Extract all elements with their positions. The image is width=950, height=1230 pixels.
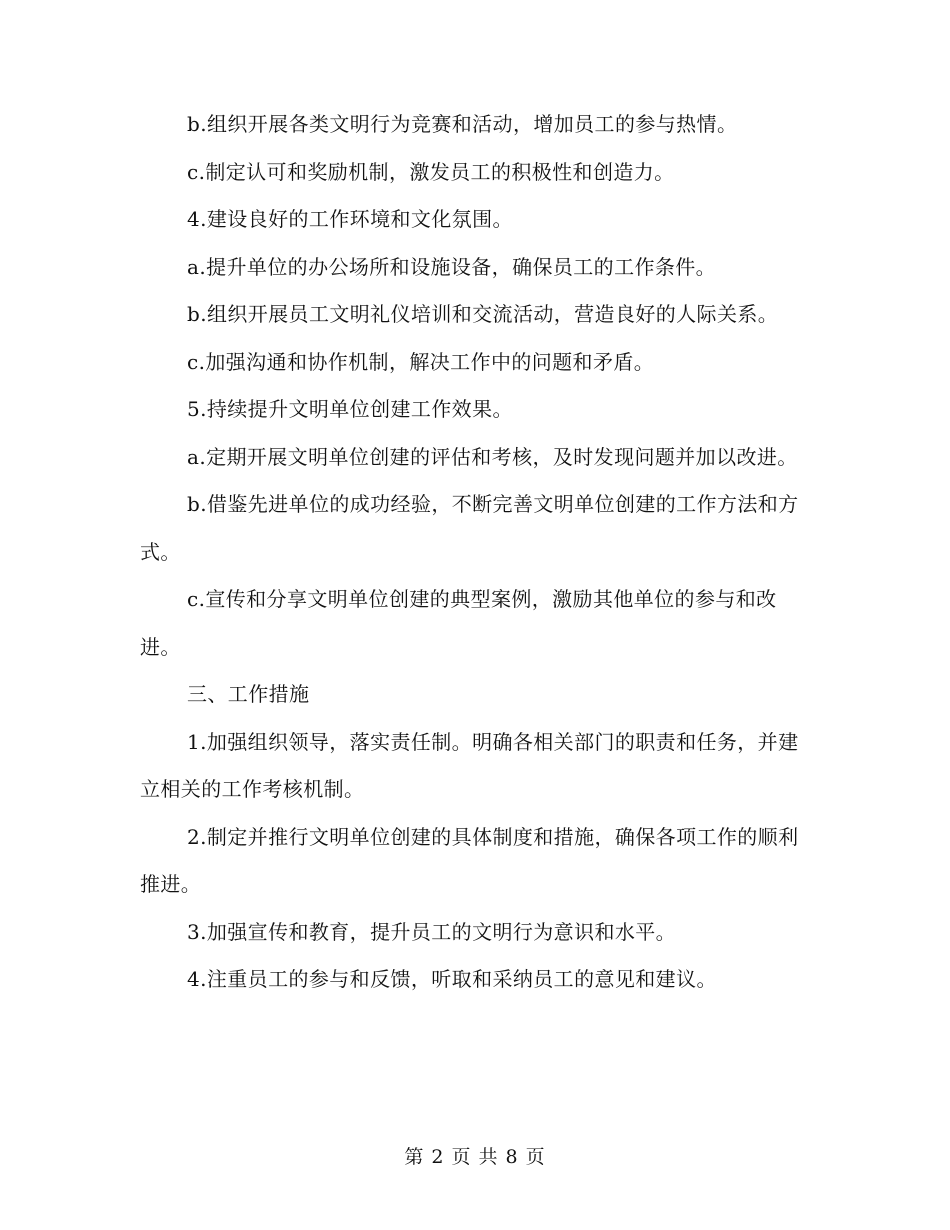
- paragraph: b.组织开展员工文明礼仪培训和交流活动，营造良好的人际关系。: [187, 302, 779, 326]
- page-number-footer: 第 2 页 共 8 页: [404, 1146, 546, 1168]
- document-body: [140, 101, 815, 1004]
- paragraph: b.借鉴先进单位的成功经验，不断完善文明单位创建的工作方法和方式。: [140, 492, 799, 564]
- paragraph: 1.加强组织领导，落实责任制。明确各相关部门的职责和任务，并建立相关的工作考核机制。: [140, 729, 799, 801]
- paragraph: a.提升单位的办公场所和设施设备，确保员工的工作条件。: [187, 254, 717, 279]
- paragraph: c.加强沟通和协作机制，解决工作中的问题和矛盾。: [187, 349, 655, 374]
- paragraph: 4.建设良好的工作环境和文化氛围。: [187, 207, 513, 231]
- paragraph: 4.注重员工的参与和反馈，听取和采纳员工的意见和建议。: [187, 967, 717, 991]
- paragraph: b.组织开展各类文明行为竞赛和活动，增加员工的参与热情。: [187, 112, 738, 136]
- paragraph: 3.加强宣传和教育，提升员工的文明行为意识和水平。: [187, 919, 677, 944]
- paragraph: a.定期开展文明单位创建的评估和考核，及时发现问题并加以改进。: [187, 444, 798, 469]
- paragraph: c.宣传和分享文明单位创建的典型案例，激励其他单位的参与和改进。: [140, 587, 777, 659]
- paragraph: c.制定认可和奖励机制，激发员工的积极性和创造力。: [187, 159, 675, 184]
- paragraph: 5.持续提升文明单位创建工作效果。: [187, 397, 513, 421]
- section-heading: 三、工作措施: [187, 682, 310, 706]
- paragraph: 2.制定并推行文明单位创建的具体制度和措施，确保各项工作的顺利推进。: [140, 824, 799, 896]
